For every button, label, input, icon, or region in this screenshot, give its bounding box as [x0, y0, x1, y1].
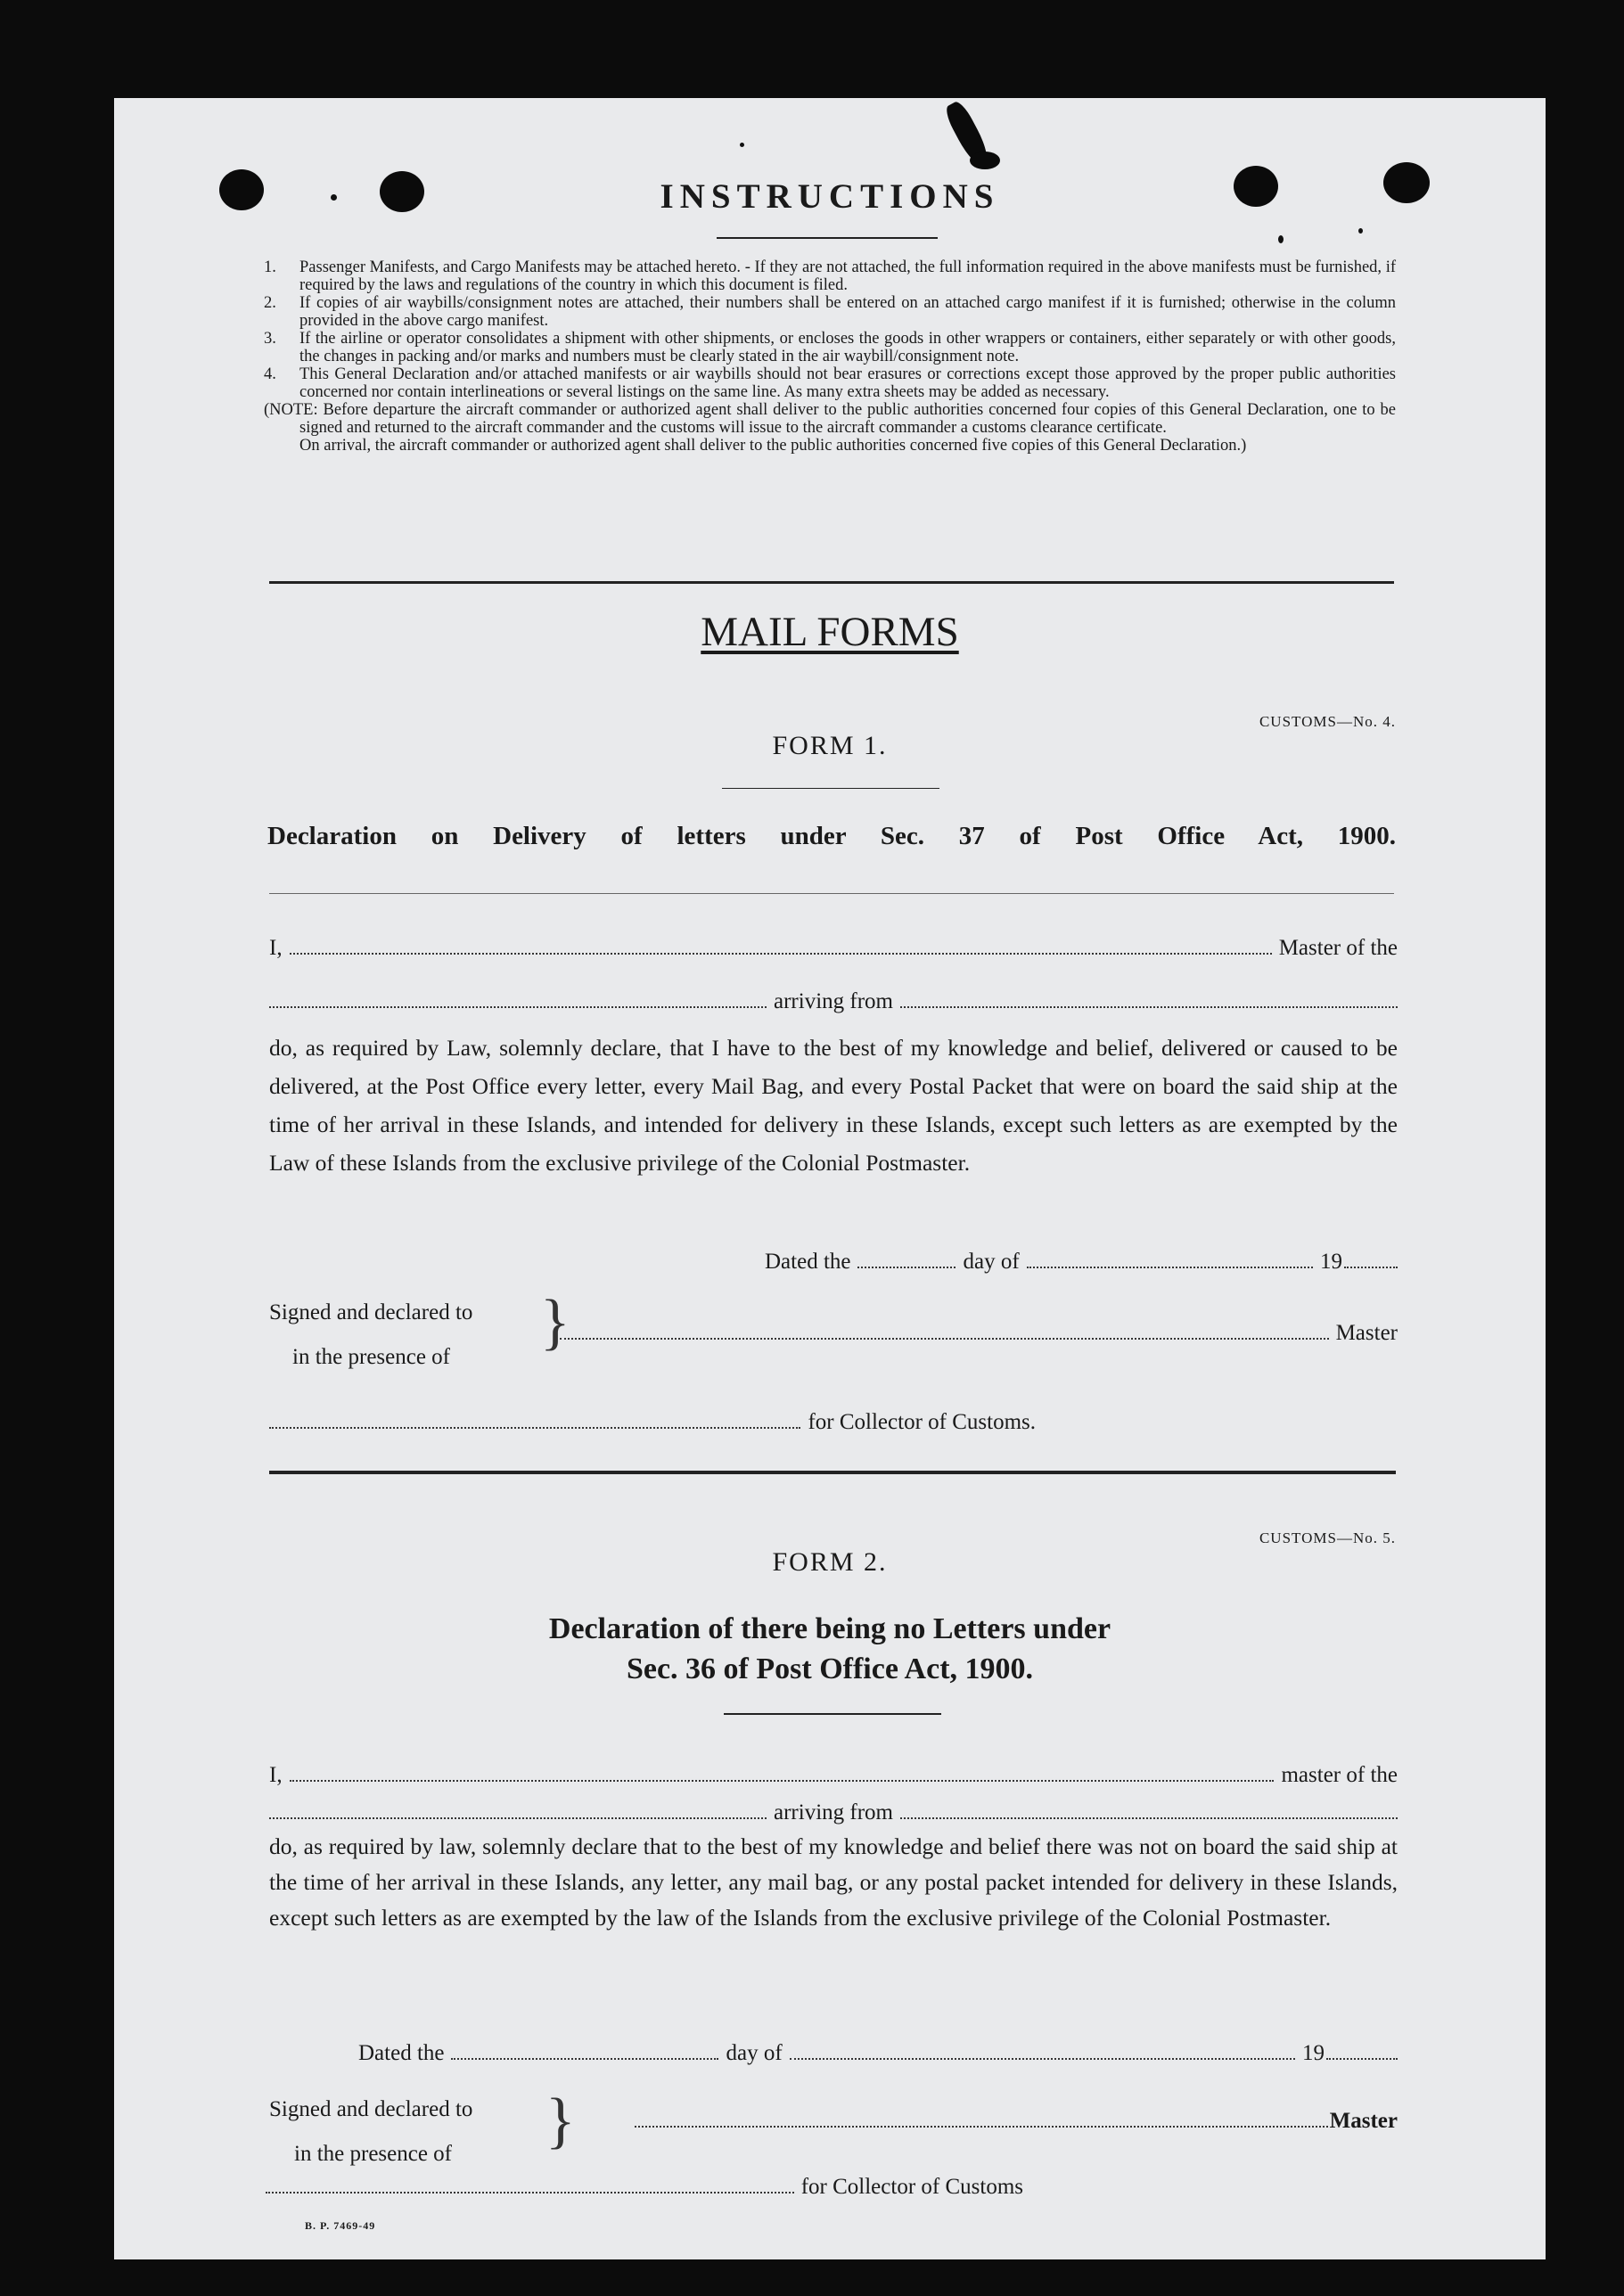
form2-month-blank[interactable]	[790, 2057, 1295, 2060]
form2-day-blank[interactable]	[451, 2057, 718, 2060]
form2-signed-line1: Signed and declared to	[269, 2097, 473, 2121]
form1-declaration-heading: Declaration on Delivery of letters under Sec. 37 of Post Office Act, 1900.	[267, 822, 1396, 850]
instruction-text: If copies of air waybills/consignment notes are attached, their numbers shall be entered on an attached cargo manifest if it is furnished; otherwise in the column provided in the above cargo manifest.	[299, 294, 1396, 330]
form2-origin-blank[interactable]	[900, 1816, 1398, 1819]
section-divider	[269, 581, 1394, 584]
form1-signed-line2: in the presence of	[292, 1345, 451, 1369]
instruction-text: If the airline or operator consolidates a shipment with other shipments, or encloses the goods in other wrappers or containers, either separately or with other goods, the changes in packing and/or marks and numbers must be clearly stated in the air waybill/consignment note.	[299, 330, 1396, 365]
instruction-item-4	[264, 365, 1396, 401]
form1-customs-number: CUSTOMS—No. 4.	[1259, 713, 1396, 730]
form1-dated-line	[765, 1250, 1398, 1275]
form2-name-blank[interactable]	[290, 1779, 1275, 1782]
form2-day-of: day of	[726, 2041, 783, 2065]
instruction-text: Passenger Manifests, and Cargo Manifests may be attached hereto. - If they are not attached, the full information required in the above manifests must be furnished, if required by the laws and regulations of the country in which this document is filed.	[299, 258, 1396, 294]
form1-origin-blank[interactable]	[900, 1005, 1398, 1008]
form1-arriving-line	[269, 989, 1398, 1014]
speck	[1358, 228, 1363, 234]
form1-title-underline	[722, 788, 939, 789]
instruction-number: 1.	[264, 258, 276, 276]
form-divider	[269, 1471, 1396, 1474]
form1-day-of: day of	[963, 1250, 1020, 1274]
form2-dated-the: Dated the	[358, 2041, 445, 2065]
form2-arriving-line	[269, 1800, 1398, 1825]
form1-ship-blank[interactable]	[269, 1005, 767, 1008]
title-underline	[717, 237, 938, 239]
form2-master-signature-blank[interactable]	[635, 2125, 1328, 2128]
form1-signed-label	[269, 1291, 554, 1380]
speck	[1278, 235, 1284, 243]
form1-day-blank[interactable]	[857, 1266, 956, 1268]
print-code: B. P. 7469-49	[305, 2219, 376, 2232]
instruction-item-3	[264, 330, 1396, 365]
form2-collector-blank[interactable]	[266, 2191, 794, 2194]
form2-signed-label	[269, 2087, 554, 2177]
form1-master-label: Master	[1335, 1321, 1398, 1345]
form2-arriving-from: arriving from	[774, 1800, 893, 1824]
form1-year-blank[interactable]	[1344, 1266, 1398, 1268]
mail-forms-title: MAIL FORMS	[701, 609, 959, 655]
form2-line1-start: I,	[269, 1763, 283, 1787]
form1-collector-line	[269, 1410, 1036, 1435]
speck	[740, 143, 744, 147]
form1-title: FORM 1.	[772, 731, 888, 760]
form2-collector-line	[266, 2175, 1023, 2200]
form1-line1-start: I,	[269, 936, 283, 960]
form2-title: FORM 2.	[772, 1547, 888, 1577]
form2-declaration-line2: Sec. 36 of Post Office Act, 1900.	[626, 1652, 1034, 1685]
form1-master-signature-blank[interactable]	[560, 1337, 1329, 1340]
form2-master-label: Master	[1329, 2109, 1398, 2133]
form1-arriving-from: arriving from	[774, 989, 893, 1013]
form2-master-line	[269, 1763, 1398, 1788]
instruction-item-2	[264, 294, 1396, 330]
instruction-note: (NOTE: Before departure the aircraft commander or authorized agent shall deliver to the public authorities concerned four copies of this General Declaration, one to be signed and returned to the aircraft commander and the customs will issue to the aircraft commander a customs clearance certificate.	[264, 401, 1396, 437]
brace-icon: }	[545, 2087, 576, 2155]
instruction-note-arrival: On arrival, the aircraft commander or authorized agent shall deliver to the public authorities concerned five copies of this General Declaration.)	[299, 437, 1247, 455]
form1-master-line	[269, 936, 1398, 961]
form2-declaration-heading	[114, 1609, 1546, 1689]
instruction-item-1	[264, 258, 1396, 294]
form1-master-signature-line	[560, 1321, 1398, 1346]
form1-year-prefix: 19	[1320, 1250, 1342, 1274]
form1-signed-line1: Signed and declared to	[269, 1300, 473, 1324]
form2-ship-blank[interactable]	[269, 1816, 767, 1819]
form1-name-blank[interactable]	[290, 952, 1272, 955]
form2-body: do, as required by law, solemnly declare that to the best of my knowledge and belief there was not on board the said ship at the time of her arrival in these Islands, any letter, any mail bag, or any postal packet intended for delivery in these Islands, except such letters as are exempted by the law of the Islands from the exclusive privilege of the Colonial Postmaster.	[269, 1833, 1398, 1931]
brace-icon: }	[540, 1288, 570, 1357]
form2-year-blank[interactable]	[1326, 2057, 1398, 2060]
form2-master-signature-line	[635, 2109, 1398, 2134]
instructions-title: INSTRUCTIONS	[660, 177, 1000, 216]
form2-collector-label: for Collector of Customs	[800, 2175, 1023, 2199]
form2-heading-underline	[724, 1713, 941, 1715]
instruction-text: This General Declaration and/or attached manifests or air waybills should not bear erasures or corrections except those approved by the proper public authorities concerned nor contain interlineations or several listings on the same line. As many extra sheets may be added as necessary.	[299, 365, 1396, 401]
form1-dated-the: Dated the	[765, 1250, 851, 1274]
form1-body: do, as required by Law, solemnly declare, that I have to the best of my knowledge and belief, delivered or caused to be delivered, at the Post Office every letter, every Mail Bag, and every Postal Packet that were on board the said ship at the time of her arrival in these Islands, and intended for delivery in these Islands, except such letters as are exempted by the Law of these Islands from the exclusive privilege of the Colonial Postmaster.	[269, 1035, 1398, 1176]
form1-collector-blank[interactable]	[269, 1426, 800, 1429]
form1-line1-end: Master of the	[1278, 936, 1398, 960]
form1-collector-label: for Collector of Customs.	[808, 1410, 1036, 1434]
form2-line1-end: master of the	[1281, 1763, 1398, 1787]
form2-dated-line	[358, 2041, 1398, 2066]
form2-declaration-line1: Declaration of there being no Letters under	[548, 1612, 1111, 1645]
instructions-list	[264, 258, 1396, 455]
instruction-number: 2.	[264, 294, 276, 312]
form1-heading-rule	[269, 893, 1394, 894]
form1-month-blank[interactable]	[1027, 1266, 1313, 1268]
form2-year-prefix: 19	[1302, 2041, 1325, 2065]
form2-signed-line2: in the presence of	[294, 2142, 453, 2166]
ink-blot	[970, 152, 1000, 169]
form2-customs-number: CUSTOMS—No. 5.	[1259, 1529, 1396, 1546]
document-page	[114, 98, 1546, 2259]
instruction-number: 3.	[264, 330, 276, 348]
instruction-number: 4.	[264, 365, 276, 383]
